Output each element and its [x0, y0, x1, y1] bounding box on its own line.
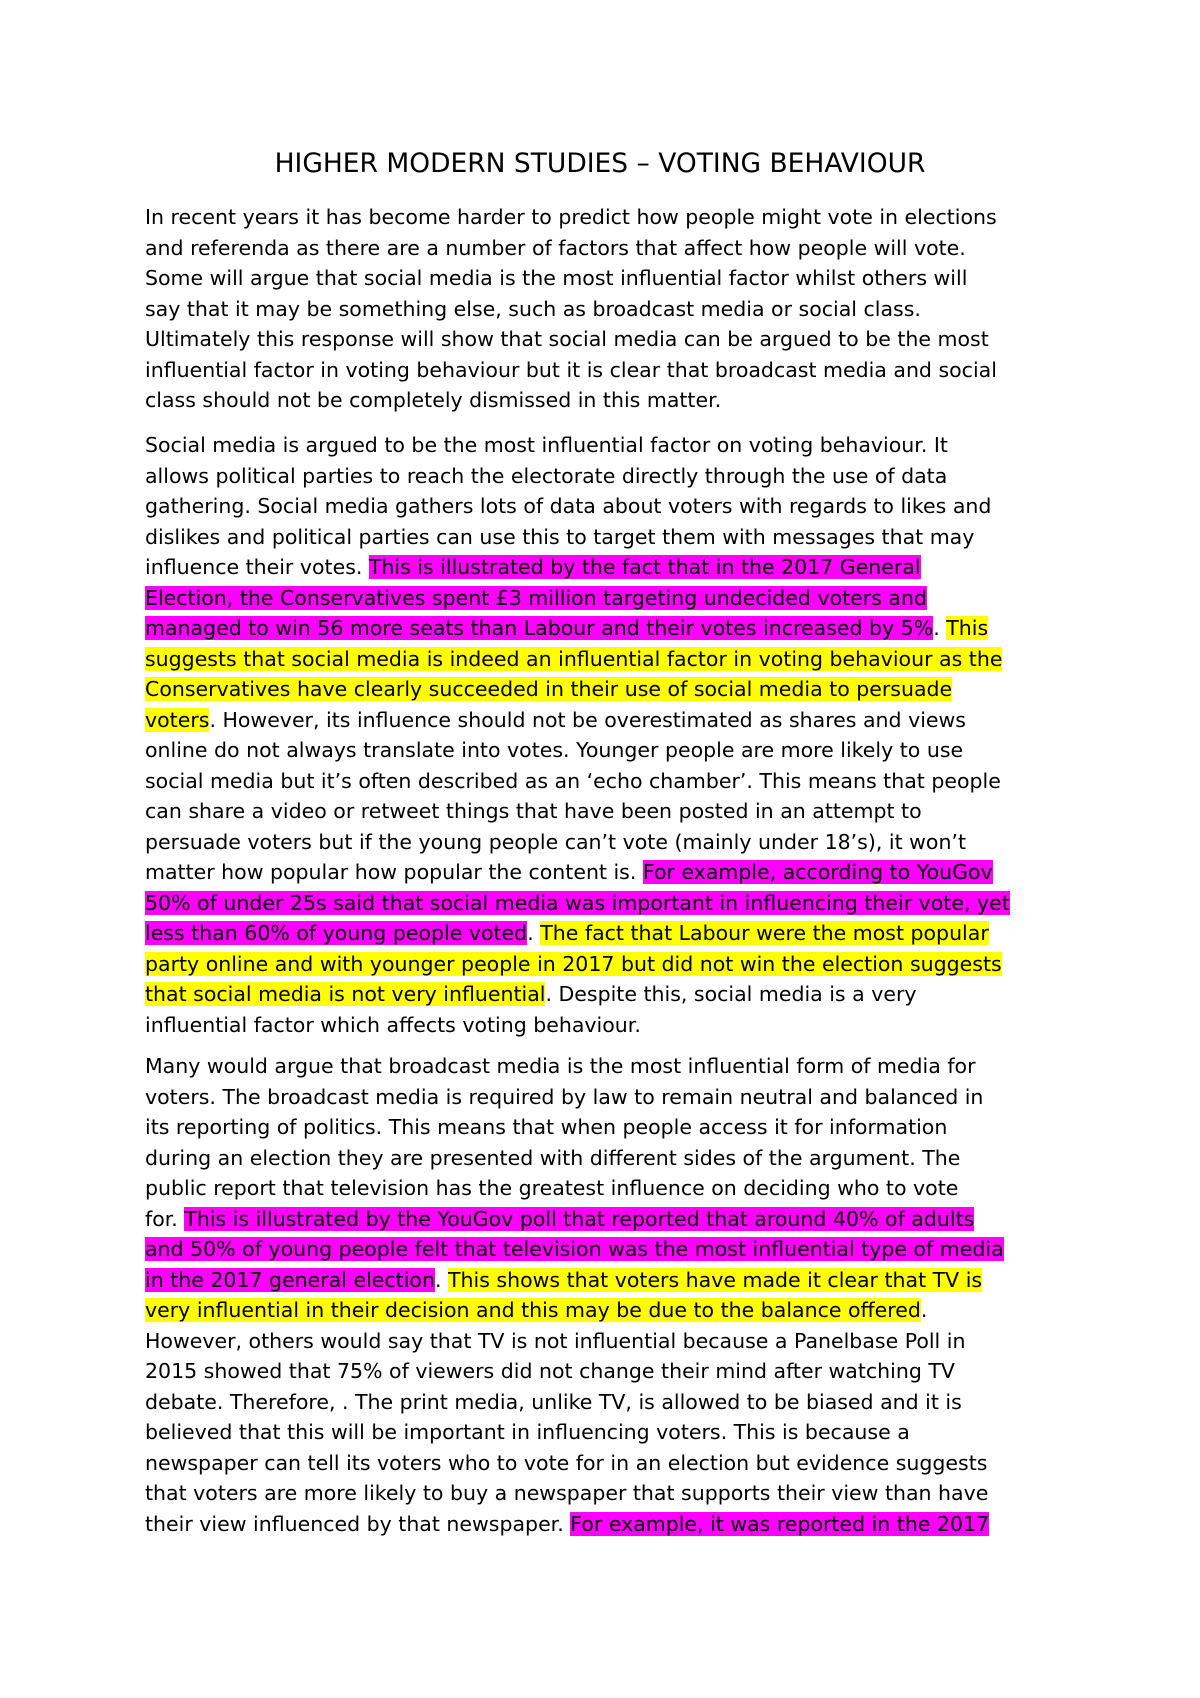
highlight-analysis: very influential in their decision and this may be due to the balance offered: [145, 1298, 921, 1322]
text-line: [145, 1265, 1004, 1296]
text-run: .: [527, 921, 541, 945]
text-run: influence their votes.: [145, 555, 369, 579]
text-line: [145, 430, 1010, 461]
text-run: 2015 showed that 75% of viewers did not change their mind after watching TV: [145, 1359, 955, 1383]
text-line: [145, 263, 997, 294]
highlight-statistic: in the 2017 general election: [145, 1267, 435, 1292]
text-line: [145, 796, 1010, 827]
text-line: [145, 1509, 1004, 1540]
text-line: [145, 1112, 1004, 1143]
text-line: [145, 888, 1010, 919]
text-line: [145, 233, 997, 264]
highlight-statistic: For example, according to YouGov: [642, 860, 993, 884]
highlight-statistic: Election, the Conservatives spent £3 million targeting undecided voters and: [145, 585, 927, 610]
text-run: matter how popular how popular the content is.: [145, 860, 643, 884]
text-line: [145, 1204, 1004, 1235]
text-run: dislikes and political parties can use this to target them with messages that may: [145, 524, 975, 549]
highlight-analysis: This: [946, 616, 989, 640]
text-line: [145, 1356, 1004, 1387]
text-run: voters. The broadcast media is required by law to remain neutral and balanced in: [145, 1084, 984, 1109]
text-run: persuade voters but if the young people can’t vote (mainly under 18’s), it won’t: [145, 829, 966, 854]
text-run: allows political parties to reach the electorate directly through the use of data: [145, 463, 948, 488]
text-line: [145, 1051, 1004, 1082]
text-line: [145, 1010, 1010, 1041]
text-line: [145, 857, 1010, 888]
text-line: [145, 827, 1010, 858]
text-line: [145, 522, 1010, 553]
text-run: and referenda as there are a number of factors that affect how people will vote.: [145, 235, 966, 260]
text-run: gathering. Social media gathers lots of data about voters with regards to likes and: [145, 494, 992, 518]
paragraph-broadcast-media: [145, 1051, 1004, 1539]
text-line: [145, 674, 1010, 705]
text-line: [145, 766, 1010, 797]
text-line: [145, 735, 1010, 766]
text-line: [145, 1326, 1004, 1357]
text-run: public report that television has the greatest influence on deciding who to vote: [145, 1176, 959, 1200]
text-run: . Despite this, social media is a very: [545, 982, 917, 1006]
highlight-statistic: and 50% of young people felt that television was the most influential type of media: [145, 1237, 1004, 1261]
text-line: [145, 202, 997, 233]
text-line: [145, 583, 1010, 614]
text-run: .: [920, 1298, 928, 1322]
text-run: believed that this will be important in influencing voters. This is because a: [145, 1420, 910, 1444]
highlight-analysis: This shows that voters have made it clear that TV is: [448, 1267, 983, 1292]
text-run: debate. Therefore, . The print media, unlike TV, is allowed to be biased and it is: [145, 1389, 962, 1414]
highlight-statistic: This is illustrated by the fact that in the 2017 General: [368, 555, 921, 579]
text-run: class should not be completely dismissed in this matter.: [145, 388, 722, 412]
text-line: [145, 1143, 1004, 1174]
text-run: In recent years it has become harder to predict how people might vote in elections: [145, 205, 997, 229]
highlight-analysis: Conservatives have clearly succeeded in their use of social media to persuade: [145, 677, 953, 701]
text-line: [145, 461, 1010, 492]
document-title: HIGHER MODERN STUDIES – VOTING BEHAVIOUR: [274, 148, 926, 179]
text-line: [145, 979, 1010, 1010]
text-line: [145, 1448, 1004, 1479]
text-line: [145, 491, 1010, 522]
text-line: [145, 355, 997, 386]
text-run: Some will argue that social media is the most influential factor whilst others will: [145, 266, 968, 290]
text-line: [145, 644, 1010, 675]
text-line: [145, 1417, 1004, 1448]
text-run: during an election they are presented with different sides of the argument. The: [145, 1145, 961, 1170]
text-line: [145, 552, 1010, 583]
text-run: Ultimately this response will show that social media can be argued to be the most: [145, 327, 989, 351]
text-line: [145, 705, 1010, 736]
text-line: [145, 918, 1010, 949]
text-run: influential factor which affects voting behaviour.: [145, 1012, 641, 1037]
highlight-statistic: 50% of under 25s said that social media was important in influencing their vote, yet: [145, 890, 1010, 915]
text-run: social media but it’s often described as an ‘echo chamber’. This means that people: [145, 768, 1001, 793]
text-run: . However, its influence should not be overestimated as shares and views: [209, 707, 966, 732]
highlight-analysis: suggests that social media is indeed an influential factor in voting behaviour as the: [145, 646, 1003, 671]
text-run: their view influenced by that newspaper.: [145, 1511, 571, 1536]
highlight-analysis: that social media is not very influential: [145, 982, 546, 1006]
text-run: say that it may be something else, such as broadcast media or social class.: [145, 296, 921, 321]
text-run: However, others would say that TV is not influential because a Panelbase Poll in: [145, 1328, 966, 1353]
highlight-statistic: For example, it was reported in the 2017: [570, 1511, 990, 1536]
highlight-statistic: less than 60% of young people voted: [145, 921, 528, 945]
paragraph-social-media: [145, 430, 1010, 1040]
text-run: for.: [145, 1206, 185, 1231]
text-line: [145, 294, 997, 325]
highlight-statistic: managed to win 56 more seats than Labour and their votes increased by 5%: [145, 616, 934, 640]
text-run: .: [933, 616, 947, 640]
text-run: that voters are more likely to buy a newspaper that supports their view than have: [145, 1481, 989, 1505]
highlight-analysis: voters: [145, 707, 210, 732]
text-line: [145, 385, 997, 416]
highlight-statistic: This is illustrated by the YouGov poll that reported that around 40% of adults: [184, 1206, 975, 1231]
text-line: [145, 949, 1010, 980]
text-line: [145, 1234, 1004, 1265]
text-run: Social media is argued to be the most influential factor on voting behaviour. It: [145, 433, 948, 457]
highlight-analysis: party online and with younger people in 2017 but did not win the election suggests: [145, 951, 1002, 976]
text-line: [145, 1478, 1004, 1509]
text-line: [145, 324, 997, 355]
text-line: [145, 1082, 1004, 1113]
text-run: Many would argue that broadcast media is the most influential form of media for: [145, 1054, 976, 1078]
text-line: [145, 613, 1010, 644]
text-run: influential factor in voting behaviour but it is clear that broadcast media and social: [145, 357, 997, 382]
text-line: [145, 1295, 1004, 1326]
text-run: can share a video or retweet things that have been posted in an attempt to: [145, 799, 922, 823]
text-run: online do not always translate into votes. Younger people are more likely to use: [145, 738, 964, 762]
text-line: [145, 1387, 1004, 1418]
paragraph-introduction: [145, 202, 997, 416]
text-line: [145, 1173, 1004, 1204]
highlight-analysis: The fact that Labour were the most popular: [540, 921, 989, 945]
text-run: its reporting of politics. This means that when people access it for information: [145, 1115, 948, 1139]
text-run: .: [434, 1267, 448, 1292]
text-run: newspaper can tell its voters who to vote for in an election but evidence suggests: [145, 1450, 988, 1475]
